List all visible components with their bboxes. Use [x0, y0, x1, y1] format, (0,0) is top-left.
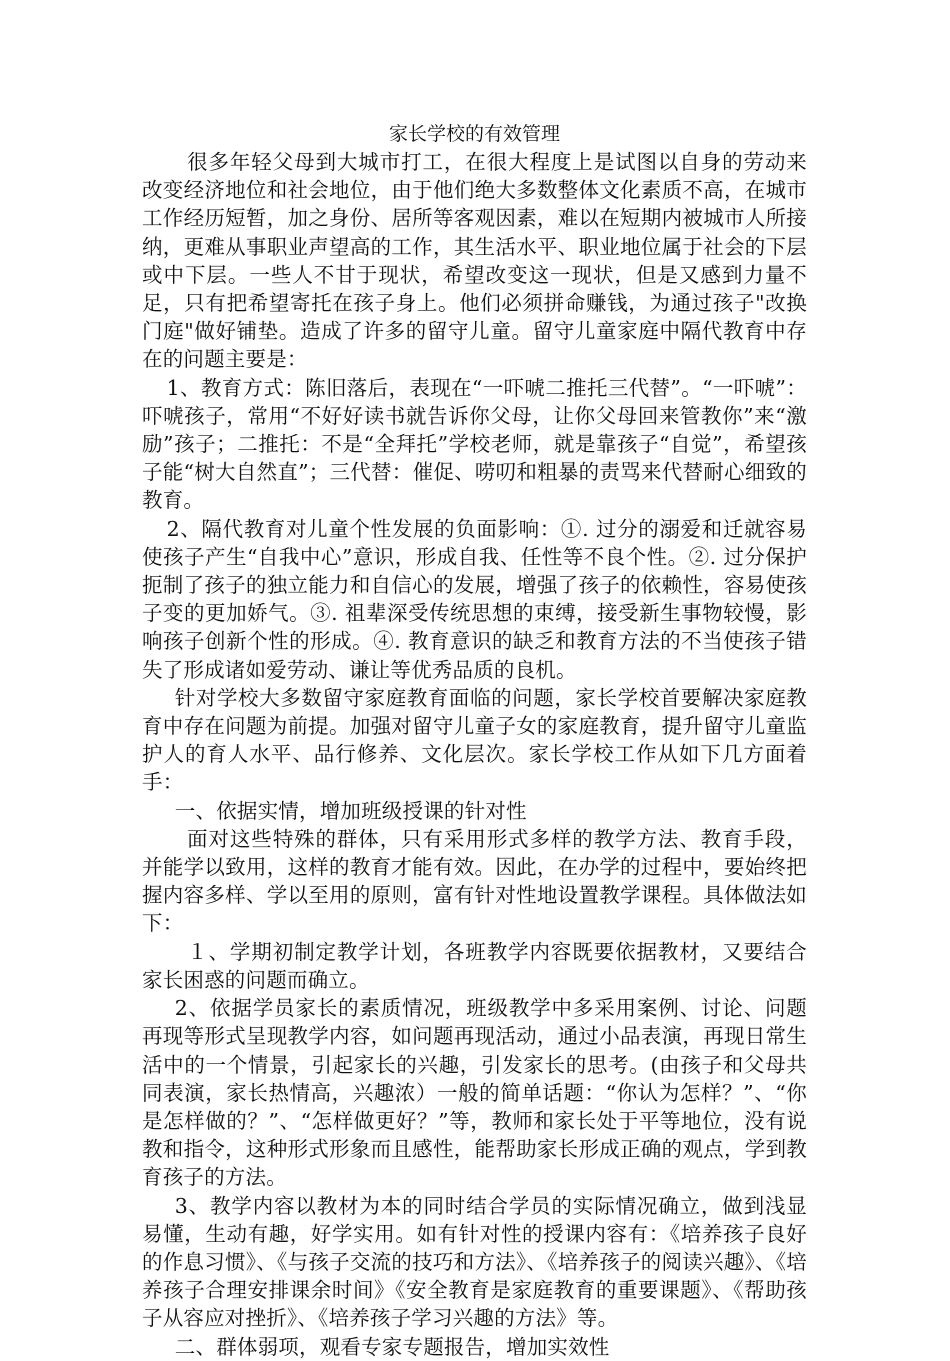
paragraph-item-3: 3、教学内容以教材为本的同时结合学员的实际情况确立，做到浅显易懂，生动有趣，好学实用。如有针对性的授课内容有：《培养孩子良好的作息习惯》、《与孩子交流的技巧和方法》、《培养孩子的阅读兴趣》、《培养孩子合理安排课余时间》《安全教育是家庭教育的重要课题》、《帮助孩子从容应对挫折》、《培养孩子学习兴趣的方法》等。: [142, 1193, 807, 1331]
paragraph-point-1: 1、教育方式：陈旧落后，表现在“一吓唬二推托三代替”。“一吓唬”：吓唬孩子，常用“不好好读书就告诉你父母，让你父母回来管教你”来“激励”孩子；二推托：不是“全拜托”学校老师，就是靠孩子“自觉”，希望孩子能“树大自然直”；三代替：催促、唠叨和粗暴的责骂来代替耐心细致的教育。: [142, 375, 807, 513]
paragraph-teaching-methods: 面对这些特殊的群体，只有采用形式多样的教学方法、教育手段，并能学以致用，这样的教育才能有效。因此，在办学的过程中，要始终把握内容多样、学以至用的原则，富有针对性地设置教学课程。具体做法如下：: [142, 826, 807, 936]
document-page: [142, 120, 807, 1361]
paragraph-school-response: 针对学校大多数留守家庭教育面临的问题，家长学校首要解决家庭教育中存在问题为前提。加强对留守儿童子女的家庭教育，提升留守儿童监护人的育人水平、品行修养、文化层次。家长学校工作从如下几方面着手：: [142, 685, 807, 795]
paragraph-intro: 很多年轻父母到大城市打工，在很大程度上是试图以自身的劳动来改变经济地位和社会地位，由于他们绝大多数整体文化素质不高，在城市工作经历短暂，加之身份、居所等客观因素，难以在短期内被城市人所接纳，更难从事职业声望高的工作，其生活水平、职业地位属于社会的下层或中下层。一些人不甘于现状，希望改变这一现状，但是又感到力量不足，只有把希望寄托在孩子身上。他们必须拼命赚钱，为通过孩子"改换门庭"做好铺垫。造成了许多的留守儿童。留守儿童家庭中隔代教育中存在的问题主要是：: [142, 150, 807, 372]
paragraph-item-1: １、学期初制定教学计划，各班教学内容既要依据教材，又要结合家长困惑的问题而确立。: [142, 939, 807, 992]
section-heading-2: 二、群体弱项，观看专家专题报告，增加实效性: [174, 1334, 610, 1359]
paragraph-point-2: 2、隔代教育对儿童个性发展的负面影响：①. 过分的溺爱和迁就容易使孩子产生“自我中心”意识，形成自我、任性等不良个性。②. 过分保护扼制了孩子的独立能力和自信心的发展，增强了孩子的依赖性，容易使孩子变的更加娇气。③. 祖辈深受传统思想的束缚，接受新生事物较慢，影响孩子创新个性的形成。④. 教育意识的缺乏和教育方法的不当使孩子错失了形成诸如爱劳动、谦让等优秀品质的良机。: [142, 516, 807, 682]
paragraph-item-2: 2、依据学员家长的素质情况，班级教学中多采用案例、讨论、问题再现等形式呈现教学内容，如问题再现活动，通过小品表演，再现日常生活中的一个情景，引起家长的兴趣，引发家长的思考。(由孩子和父母共同表演，家长热情高，兴趣浓）一般的简单话题：“你认为怎样？”、“你是怎样做的？”、“怎样做更好？”等，教师和家长处于平等地位，没有说教和指令，这种形式形象而且感性，能帮助家长形成正确的观点，学到教育孩子的方法。: [142, 996, 807, 1190]
document-title: 家长学校的有效管理: [388, 123, 560, 145]
section-heading-1: 一、依据实情，增加班级授课的针对性: [174, 798, 527, 823]
